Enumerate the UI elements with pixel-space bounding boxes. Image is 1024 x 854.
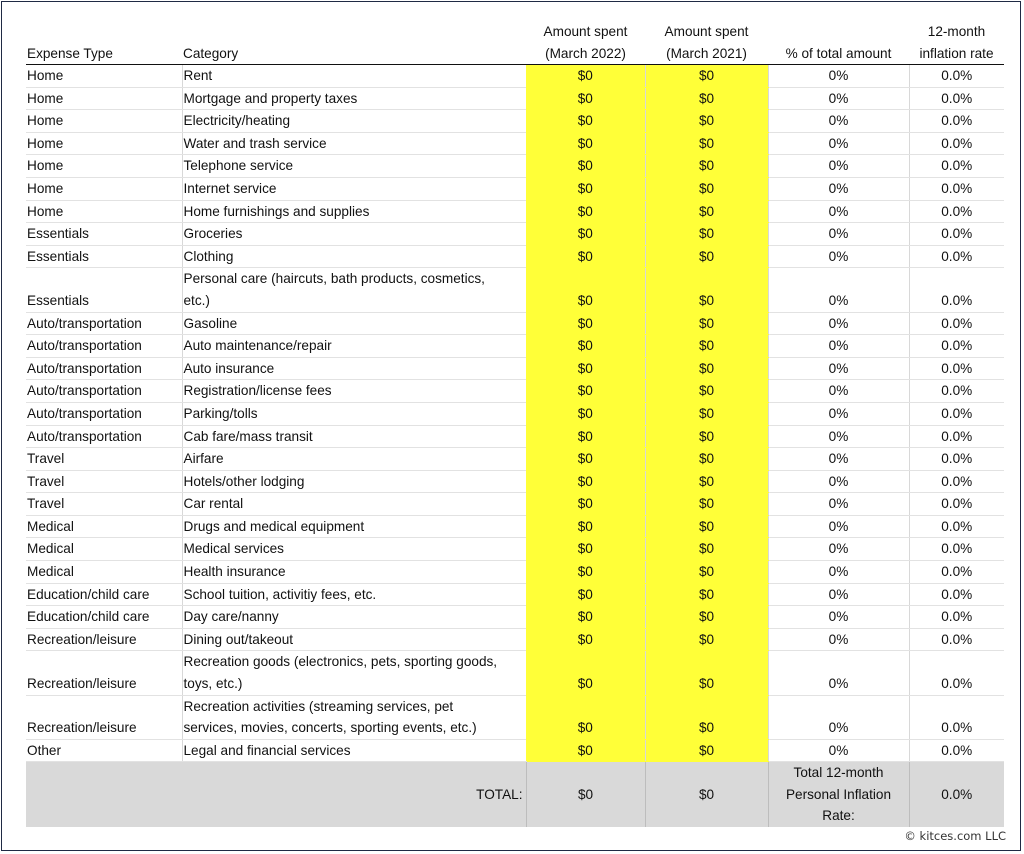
table-row <box>26 561 1004 584</box>
expense-type-cell: Recreation/leisure <box>26 628 182 651</box>
expense-type-cell: Home <box>26 155 182 178</box>
table-row <box>26 110 1004 133</box>
amount-2022-input-cell[interactable]: $0 <box>526 87 645 110</box>
amount-2021-input-cell[interactable]: $0 <box>645 425 768 448</box>
table-row <box>26 268 1004 312</box>
amount-2021-input-cell[interactable]: $0 <box>645 493 768 516</box>
inflation-rate-cell: 0.0% <box>909 515 1004 538</box>
expense-type-cell: Recreation/leisure <box>26 695 182 739</box>
amount-2021-input-cell[interactable]: $0 <box>645 245 768 268</box>
table-row <box>26 606 1004 629</box>
pct-total-cell: 0% <box>768 245 909 268</box>
expense-type-cell: Home <box>26 65 182 88</box>
amount-2022-input-cell[interactable]: $0 <box>526 425 645 448</box>
pct-total-cell: 0% <box>768 200 909 223</box>
amount-2021-input-cell[interactable]: $0 <box>645 538 768 561</box>
table-row <box>26 651 1004 695</box>
category-cell: Rent <box>182 65 526 88</box>
expense-type-cell: Essentials <box>26 223 182 246</box>
inflation-rate-cell: 0.0% <box>909 357 1004 380</box>
category-cell: School tuition, activitiy fees, etc. <box>182 583 526 606</box>
table-row <box>26 448 1004 471</box>
table-row <box>26 515 1004 538</box>
table-row <box>26 695 1004 739</box>
amount-2022-input-cell[interactable]: $0 <box>526 312 645 335</box>
inflation-rate-cell: 0.0% <box>909 470 1004 493</box>
amount-2022-input-cell[interactable]: $0 <box>526 155 645 178</box>
header-amount-2021: Amount spent (March 2021) <box>645 21 768 65</box>
pct-total-cell: 0% <box>768 583 909 606</box>
category-cell: Telephone service <box>182 155 526 178</box>
table-row <box>26 739 1004 762</box>
pct-total-cell: 0% <box>768 515 909 538</box>
pct-total-cell: 0% <box>768 65 909 88</box>
table-row <box>26 155 1004 178</box>
amount-2022-input-cell[interactable]: $0 <box>526 515 645 538</box>
category-cell: Medical services <box>182 538 526 561</box>
table-row <box>26 132 1004 155</box>
expense-type-cell: Other <box>26 739 182 762</box>
expense-rows <box>26 65 1004 762</box>
amount-2021-input-cell[interactable]: $0 <box>645 335 768 358</box>
inflation-rate-cell: 0.0% <box>909 245 1004 268</box>
pct-total-cell: 0% <box>768 335 909 358</box>
category-cell: Airfare <box>182 448 526 471</box>
pct-total-cell: 0% <box>768 561 909 584</box>
amount-2022-input-cell[interactable]: $0 <box>526 402 645 425</box>
amount-2022-input-cell[interactable]: $0 <box>526 583 645 606</box>
header-expense-type: Expense Type <box>26 21 182 65</box>
amount-2021-input-cell[interactable]: $0 <box>645 357 768 380</box>
category-cell: Clothing <box>182 245 526 268</box>
amount-2022-input-cell[interactable]: $0 <box>526 628 645 651</box>
amount-2022-input-cell[interactable]: $0 <box>526 739 645 762</box>
amount-2022-input-cell[interactable]: $0 <box>526 245 645 268</box>
inflation-rate-cell: 0.0% <box>909 87 1004 110</box>
amount-2022-input-cell[interactable]: $0 <box>526 448 645 471</box>
amount-2022-input-cell[interactable]: $0 <box>526 470 645 493</box>
total-inflation-rate: 0.0% <box>909 762 1004 827</box>
amount-2022-input-cell[interactable]: $0 <box>526 538 645 561</box>
category-cell: Mortgage and property taxes <box>182 87 526 110</box>
inflation-rate-cell: 0.0% <box>909 739 1004 762</box>
amount-2021-input-cell[interactable]: $0 <box>645 628 768 651</box>
pct-total-cell: 0% <box>768 651 909 695</box>
expense-type-cell: Home <box>26 200 182 223</box>
table-row <box>26 470 1004 493</box>
amount-2021-input-cell[interactable]: $0 <box>645 561 768 584</box>
amount-2022-input-cell[interactable]: $0 <box>526 561 645 584</box>
amount-2022-input-cell[interactable]: $0 <box>526 493 645 516</box>
amount-2021-input-cell[interactable]: $0 <box>645 87 768 110</box>
category-cell: Legal and financial services <box>182 739 526 762</box>
expense-type-cell: Recreation/leisure <box>26 651 182 695</box>
expense-type-cell: Medical <box>26 515 182 538</box>
amount-2021-input-cell[interactable]: $0 <box>645 65 768 88</box>
pct-total-cell: 0% <box>768 268 909 312</box>
total-row <box>26 762 1004 827</box>
expense-type-cell: Auto/transportation <box>26 402 182 425</box>
amount-2021-input-cell[interactable]: $0 <box>645 200 768 223</box>
category-cell: Recreation goods (electronics, pets, sporting goods, toys, etc.) <box>182 651 526 695</box>
inflation-rate-cell: 0.0% <box>909 380 1004 403</box>
header-amount-2022: Amount spent (March 2022) <box>526 21 645 65</box>
amount-2022-input-cell[interactable]: $0 <box>526 200 645 223</box>
pct-total-cell: 0% <box>768 132 909 155</box>
amount-2021-input-cell[interactable]: $0 <box>645 695 768 739</box>
expense-type-cell: Auto/transportation <box>26 425 182 448</box>
inflation-rate-cell: 0.0% <box>909 448 1004 471</box>
expense-type-cell: Home <box>26 132 182 155</box>
table-row <box>26 402 1004 425</box>
table-row <box>26 493 1004 516</box>
table-row <box>26 628 1004 651</box>
amount-2022-input-cell[interactable]: $0 <box>526 380 645 403</box>
amount-2021-input-cell[interactable]: $0 <box>645 155 768 178</box>
inflation-rate-cell: 0.0% <box>909 538 1004 561</box>
amount-2021-input-cell[interactable]: $0 <box>645 583 768 606</box>
amount-2022-input-cell[interactable]: $0 <box>526 177 645 200</box>
pct-total-cell: 0% <box>768 87 909 110</box>
pct-total-cell: 0% <box>768 402 909 425</box>
table-row <box>26 87 1004 110</box>
amount-2022-input-cell[interactable]: $0 <box>526 110 645 133</box>
expense-type-cell: Home <box>26 110 182 133</box>
inflation-rate-cell: 0.0% <box>909 132 1004 155</box>
inflation-rate-cell: 0.0% <box>909 651 1004 695</box>
category-cell: Auto insurance <box>182 357 526 380</box>
amount-2022-input-cell[interactable]: $0 <box>526 335 645 358</box>
category-cell: Registration/license fees <box>182 380 526 403</box>
amount-2022-input-cell[interactable]: $0 <box>526 65 645 88</box>
expense-type-cell: Home <box>26 177 182 200</box>
category-cell: Groceries <box>182 223 526 246</box>
category-cell: Hotels/other lodging <box>182 470 526 493</box>
expense-type-cell: Home <box>26 87 182 110</box>
header-pct-total: % of total amount <box>768 21 909 65</box>
worksheet-frame <box>1 1 1021 851</box>
table-row <box>26 177 1004 200</box>
category-cell: Water and trash service <box>182 132 526 155</box>
amount-2021-input-cell[interactable]: $0 <box>645 223 768 246</box>
inflation-rate-cell: 0.0% <box>909 312 1004 335</box>
pct-total-cell: 0% <box>768 538 909 561</box>
pct-total-cell: 0% <box>768 470 909 493</box>
inflation-rate-cell: 0.0% <box>909 583 1004 606</box>
inflation-rate-cell: 0.0% <box>909 200 1004 223</box>
amount-2022-input-cell[interactable]: $0 <box>526 268 645 312</box>
category-cell: Home furnishings and supplies <box>182 200 526 223</box>
category-cell: Personal care (haircuts, bath products, cosmetics, etc.) <box>182 268 526 312</box>
table-row <box>26 583 1004 606</box>
pct-total-cell: 0% <box>768 695 909 739</box>
expense-type-cell: Essentials <box>26 245 182 268</box>
pct-total-cell: 0% <box>768 223 909 246</box>
amount-2022-input-cell[interactable]: $0 <box>526 651 645 695</box>
table-row <box>26 223 1004 246</box>
amount-2022-input-cell[interactable]: $0 <box>526 223 645 246</box>
category-cell: Internet service <box>182 177 526 200</box>
inflation-rate-cell: 0.0% <box>909 695 1004 739</box>
table-row <box>26 312 1004 335</box>
inflation-rate-cell: 0.0% <box>909 110 1004 133</box>
amount-2021-input-cell[interactable]: $0 <box>645 651 768 695</box>
category-cell: Drugs and medical equipment <box>182 515 526 538</box>
total-rate-label: Total 12-month Personal Inflation Rate: <box>768 762 909 827</box>
category-cell: Day care/nanny <box>182 606 526 629</box>
pct-total-cell: 0% <box>768 493 909 516</box>
header-inflation-rate: 12-month inflation rate <box>909 21 1004 65</box>
table-row <box>26 245 1004 268</box>
expense-type-cell: Travel <box>26 448 182 471</box>
amount-2021-input-cell[interactable]: $0 <box>645 177 768 200</box>
pct-total-cell: 0% <box>768 425 909 448</box>
inflation-rate-cell: 0.0% <box>909 155 1004 178</box>
inflation-rate-cell: 0.0% <box>909 606 1004 629</box>
pct-total-cell: 0% <box>768 177 909 200</box>
amount-2021-input-cell[interactable]: $0 <box>645 268 768 312</box>
category-cell: Recreation activities (streaming services, pet services, movies, concerts, sporting events, etc.) <box>182 695 526 739</box>
amount-2022-input-cell[interactable]: $0 <box>526 695 645 739</box>
table-row <box>26 357 1004 380</box>
total-amount-2022: $0 <box>526 762 645 827</box>
table-row <box>26 425 1004 448</box>
category-cell: Dining out/takeout <box>182 628 526 651</box>
amount-2021-input-cell[interactable]: $0 <box>645 402 768 425</box>
amount-2021-input-cell[interactable]: $0 <box>645 380 768 403</box>
expense-type-cell: Auto/transportation <box>26 357 182 380</box>
total-amount-2021: $0 <box>645 762 768 827</box>
table-row <box>26 65 1004 88</box>
inflation-rate-cell: 0.0% <box>909 177 1004 200</box>
table-row <box>26 380 1004 403</box>
expense-type-cell: Auto/transportation <box>26 335 182 358</box>
expense-type-cell: Education/child care <box>26 583 182 606</box>
pct-total-cell: 0% <box>768 110 909 133</box>
expense-type-cell: Travel <box>26 493 182 516</box>
inflation-worksheet-table <box>26 21 1004 827</box>
expense-type-cell: Education/child care <box>26 606 182 629</box>
pct-total-cell: 0% <box>768 628 909 651</box>
inflation-rate-cell: 0.0% <box>909 628 1004 651</box>
expense-type-cell: Medical <box>26 538 182 561</box>
category-cell: Auto maintenance/repair <box>182 335 526 358</box>
amount-2022-input-cell[interactable]: $0 <box>526 357 645 380</box>
pct-total-cell: 0% <box>768 448 909 471</box>
inflation-rate-cell: 0.0% <box>909 65 1004 88</box>
pct-total-cell: 0% <box>768 312 909 335</box>
inflation-rate-cell: 0.0% <box>909 402 1004 425</box>
table-row <box>26 335 1004 358</box>
table-row <box>26 200 1004 223</box>
pct-total-cell: 0% <box>768 155 909 178</box>
total-label: TOTAL: <box>26 762 526 827</box>
amount-2021-input-cell[interactable]: $0 <box>645 515 768 538</box>
inflation-rate-cell: 0.0% <box>909 268 1004 312</box>
amount-2021-input-cell[interactable]: $0 <box>645 739 768 762</box>
category-cell: Electricity/heating <box>182 110 526 133</box>
header-row <box>26 21 1004 65</box>
amount-2021-input-cell[interactable]: $0 <box>645 132 768 155</box>
inflation-rate-cell: 0.0% <box>909 335 1004 358</box>
pct-total-cell: 0% <box>768 380 909 403</box>
category-cell: Cab fare/mass transit <box>182 425 526 448</box>
amount-2021-input-cell[interactable]: $0 <box>645 606 768 629</box>
amount-2021-input-cell[interactable]: $0 <box>645 448 768 471</box>
category-cell: Parking/tolls <box>182 402 526 425</box>
inflation-rate-cell: 0.0% <box>909 561 1004 584</box>
table-row <box>26 538 1004 561</box>
inflation-rate-cell: 0.0% <box>909 223 1004 246</box>
inflation-rate-cell: 0.0% <box>909 425 1004 448</box>
category-cell: Car rental <box>182 493 526 516</box>
expense-type-cell: Travel <box>26 470 182 493</box>
amount-2021-input-cell[interactable]: $0 <box>645 470 768 493</box>
expense-type-cell: Medical <box>26 561 182 584</box>
expense-type-cell: Auto/transportation <box>26 312 182 335</box>
header-category: Category <box>182 21 526 65</box>
amount-2022-input-cell[interactable]: $0 <box>526 132 645 155</box>
category-cell: Health insurance <box>182 561 526 584</box>
copyright-notice: © kitces.com LLC <box>904 829 1006 843</box>
amount-2022-input-cell[interactable]: $0 <box>526 606 645 629</box>
inflation-rate-cell: 0.0% <box>909 493 1004 516</box>
expense-type-cell: Auto/transportation <box>26 380 182 403</box>
amount-2021-input-cell[interactable]: $0 <box>645 312 768 335</box>
amount-2021-input-cell[interactable]: $0 <box>645 110 768 133</box>
pct-total-cell: 0% <box>768 606 909 629</box>
pct-total-cell: 0% <box>768 739 909 762</box>
category-cell: Gasoline <box>182 312 526 335</box>
pct-total-cell: 0% <box>768 357 909 380</box>
expense-type-cell: Essentials <box>26 268 182 312</box>
